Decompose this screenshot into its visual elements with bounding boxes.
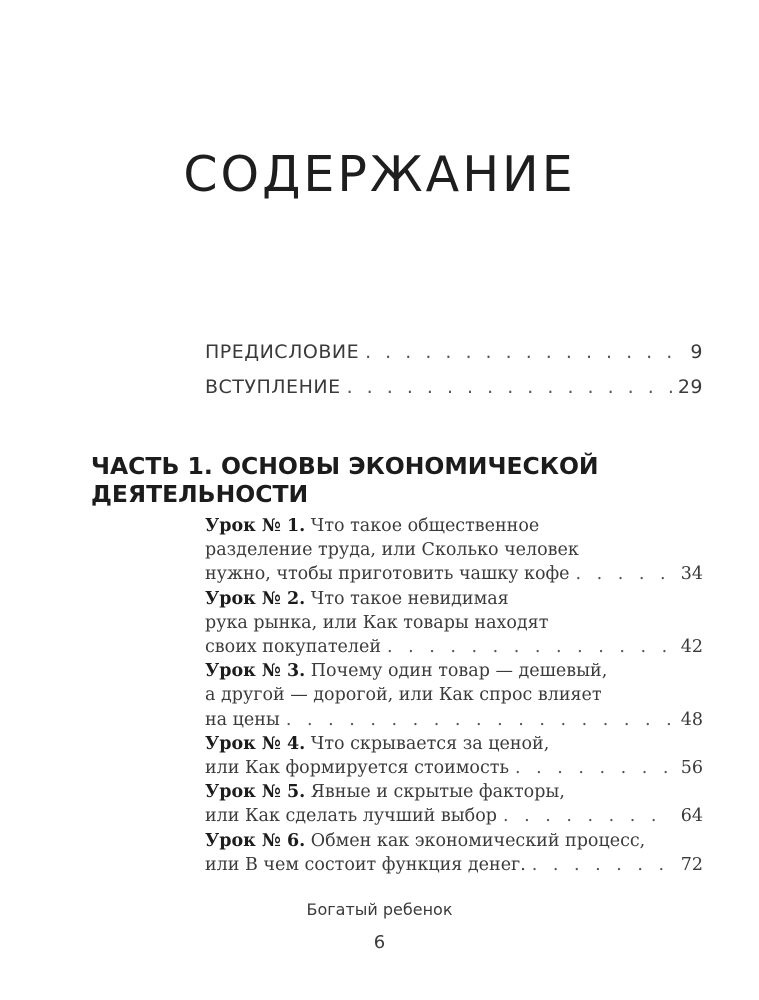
lesson-line	[205, 732, 703, 756]
lesson-line	[205, 587, 703, 611]
lesson-page: 42	[680, 637, 703, 658]
dot-leader	[515, 756, 673, 780]
lesson-number: Урок № 5.	[205, 782, 306, 803]
lesson-entry-6[interactable]	[205, 829, 703, 877]
lesson-page: 72	[680, 854, 703, 875]
dot-leader	[347, 376, 672, 398]
lesson-line	[205, 780, 703, 804]
lesson-list	[205, 514, 703, 877]
lesson-number: Урок № 4.	[205, 733, 306, 754]
dot-leader	[576, 562, 673, 586]
dot-leader	[365, 341, 684, 363]
lesson-title-text: Обмен как экономический процесс,	[305, 830, 646, 851]
lesson-line	[205, 659, 703, 683]
lesson-line	[205, 829, 703, 853]
lesson-entry-4[interactable]	[205, 732, 703, 780]
lesson-title-text: или Как формируется стоимость	[205, 758, 509, 779]
part-heading-line: ЧАСТЬ 1. ОСНОВЫ ЭКОНОМИЧЕСКОЙ	[91, 452, 599, 480]
lesson-page: 34	[680, 564, 703, 585]
lesson-entry-2[interactable]	[205, 587, 703, 660]
lesson-title-text: Что такое невидимая	[305, 588, 509, 609]
lesson-title-text: Что такое общественное	[305, 516, 540, 536]
running-footer-book-title: Богатый ребенок	[306, 900, 453, 919]
lesson-number: Урок № 3.	[205, 661, 306, 682]
toc-entry-page: 29	[677, 376, 703, 398]
lesson-title-text: или Как сделать лучший выбор	[205, 806, 497, 827]
part-heading	[91, 452, 711, 508]
lesson-number: Урок № 2.	[205, 588, 306, 609]
toc-entry-preface[interactable]	[205, 341, 703, 376]
lesson-line	[205, 853, 703, 877]
dot-leader	[286, 708, 673, 732]
lesson-number: Урок № 6.	[205, 830, 306, 851]
toc-entry-label: ПРЕДИСЛОВИЕ	[205, 341, 360, 363]
dot-leader	[532, 853, 673, 877]
lesson-line	[205, 708, 703, 732]
lesson-title-text: Что скрывается за ценой,	[305, 733, 550, 754]
footer-page-number: 6	[373, 932, 386, 953]
intro-toc-list	[205, 341, 703, 411]
lesson-title-text: Явные и скрытые факторы,	[305, 782, 565, 803]
lesson-line: разделение труда, или Сколько человек	[205, 540, 579, 561]
dot-leader	[503, 804, 673, 828]
lesson-line: а другой — дорогой, или Как спрос влияет	[205, 685, 602, 706]
toc-entry-label: ВСТУПЛЕНИЕ	[205, 376, 341, 398]
part-heading-line: ДЕЯТЕЛЬНОСТИ	[91, 480, 309, 508]
toc-entry-introduction[interactable]	[205, 376, 703, 411]
lesson-title-text: нужно, чтобы приготовить чашку кофе	[205, 564, 570, 585]
lesson-title-text: на цены	[205, 709, 280, 730]
toc-entry-page: 9	[690, 341, 703, 363]
lesson-entry-3[interactable]	[205, 659, 703, 732]
lesson-title-text: Почему один товар — дешевый,	[305, 661, 608, 682]
lesson-line	[205, 804, 703, 828]
lesson-number: Урок № 1.	[205, 516, 306, 536]
page-title: СОДЕРЖАНИЕ	[183, 145, 576, 203]
lesson-line	[205, 562, 703, 586]
lesson-page: 48	[680, 709, 703, 730]
lesson-line	[205, 635, 703, 659]
lesson-line: рука рынка, или Как товары находят	[205, 612, 549, 633]
lesson-line	[205, 756, 703, 780]
lesson-title-text: своих покупателей	[205, 637, 381, 658]
lesson-entry-5[interactable]	[205, 780, 703, 828]
dot-leader	[387, 635, 673, 659]
lesson-line	[205, 514, 703, 538]
lesson-page: 56	[680, 758, 703, 779]
lesson-entry-1[interactable]	[205, 514, 703, 587]
lesson-title-text: или В чем состоит функция денег.	[205, 854, 526, 875]
lesson-page: 64	[680, 806, 703, 827]
